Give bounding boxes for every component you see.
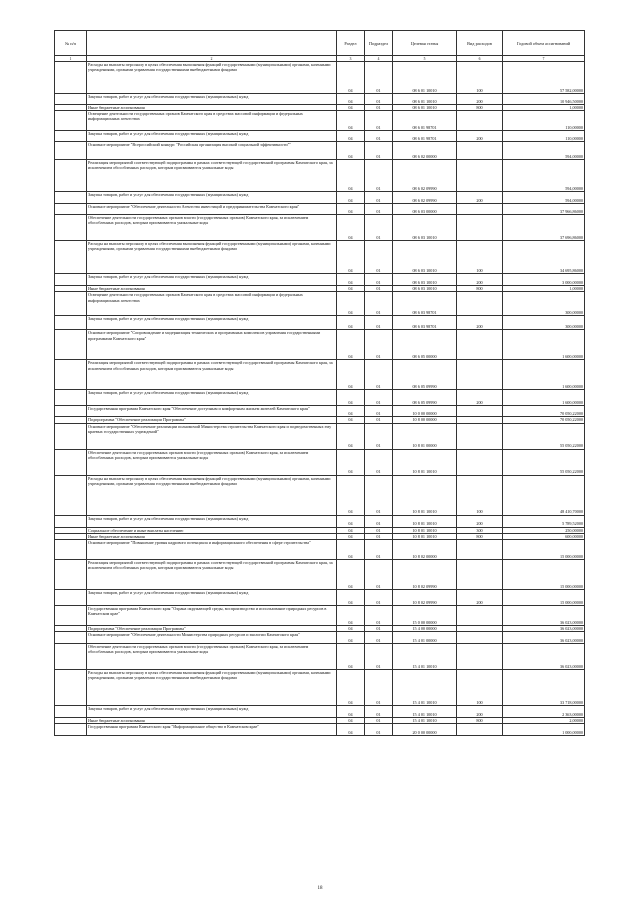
row-section: 04 [337, 62, 365, 94]
row-section: 04 [337, 192, 365, 204]
row-name: Освещение деятельности государственных органов Камчатского края в средствах массовой информации и федеральных информационных агентствах [87, 292, 337, 316]
table-row [55, 590, 585, 606]
row-subsection: 01 [365, 670, 393, 706]
row-num [55, 449, 87, 475]
row-section: 04 [337, 111, 365, 131]
row-target: 10 8 02 09990 [393, 560, 457, 590]
row-section: 04 [337, 449, 365, 475]
row-expense [457, 292, 503, 316]
row-expense [457, 360, 503, 390]
row-amount: 2 363,00000 [503, 706, 585, 718]
table-row [55, 274, 585, 286]
row-name: Закупка товаров, работ и услуг для обеспечения государственных (муниципальных) нужд [87, 590, 337, 606]
row-subsection: 01 [365, 131, 393, 142]
row-num [55, 160, 87, 192]
header-section: Раздел [337, 31, 365, 56]
row-num [55, 330, 87, 360]
row-target: 08 6 03 10010 [393, 274, 457, 286]
row-name: Обеспечение деятельности государственных органов власти (государственных органов) Камчатского края, за исключением обособленных расходов, которым присваиваются уникальные коды [87, 215, 337, 241]
row-num [55, 632, 87, 644]
row-section: 04 [337, 330, 365, 360]
row-amount: 33 718,00000 [503, 670, 585, 706]
table-body [55, 62, 585, 736]
column-number: 5 [393, 56, 457, 62]
row-num [55, 215, 87, 241]
row-amount: 34 695,86000 [503, 241, 585, 274]
row-expense: 200 [457, 706, 503, 718]
row-subsection: 01 [365, 62, 393, 94]
row-name: Закупка товаров, работ и услуг для обеспечения государственных (муниципальных) нужд [87, 94, 337, 105]
row-target: 10 8 02 09990 [393, 590, 457, 606]
row-name: Закупка товаров, работ и услуг для обеспечения государственных (муниципальных) нужд [87, 706, 337, 718]
row-subsection: 01 [365, 724, 393, 736]
row-amount: 594,00000 [503, 192, 585, 204]
row-num [55, 644, 87, 670]
table-row [55, 160, 585, 192]
row-num [55, 423, 87, 449]
row-expense [457, 724, 503, 736]
row-target: 08 6 03 98701 [393, 316, 457, 330]
table-row [55, 475, 585, 515]
row-amount: 300,00000 [503, 292, 585, 316]
header-target: Целевая статья [393, 31, 457, 56]
row-amount: 1,00000 [503, 286, 585, 292]
row-name: Закупка товаров, работ и услуг для обеспечения государственных (муниципальных) нужд [87, 515, 337, 527]
row-amount: 37 696,86000 [503, 215, 585, 241]
row-expense [457, 142, 503, 160]
row-expense: 200 [457, 131, 503, 142]
row-target: 10 8 00 00000 [393, 417, 457, 423]
row-target: 08 6 05 09990 [393, 390, 457, 406]
table-row [55, 632, 585, 644]
row-section: 04 [337, 160, 365, 192]
row-num [55, 606, 87, 626]
page-number: 18 [317, 886, 323, 891]
row-subsection: 01 [365, 274, 393, 286]
row-subsection: 01 [365, 590, 393, 606]
row-name: Расходы на выплаты персоналу в целях обеспечения выполнения функций государственными (муниципальными) органами, казенными учреждениями, органами управления государственными внебюджетными фондами [87, 475, 337, 515]
column-number: 1 [55, 56, 87, 62]
table-row [55, 292, 585, 316]
row-subsection: 01 [365, 560, 393, 590]
row-amount: 5 789,52000 [503, 515, 585, 527]
row-name: Иные бюджетные ассигнования [87, 286, 337, 292]
row-section: 04 [337, 292, 365, 316]
row-amount: 70 050,22000 [503, 417, 585, 423]
row-amount: 594,00000 [503, 160, 585, 192]
row-expense [457, 540, 503, 560]
row-amount: 1 600,00000 [503, 360, 585, 390]
row-amount: 1 000,00000 [503, 724, 585, 736]
row-expense [457, 330, 503, 360]
row-expense: 200 [457, 316, 503, 330]
row-name: Иные бюджетные ассигнования [87, 533, 337, 539]
table-row [55, 241, 585, 274]
row-section: 04 [337, 475, 365, 515]
row-amount: 1 600,00000 [503, 330, 585, 360]
column-number: 3 [337, 56, 365, 62]
row-amount: 57 582,00000 [503, 62, 585, 94]
row-expense: 800 [457, 533, 503, 539]
row-expense: 100 [457, 670, 503, 706]
table-row [55, 670, 585, 706]
row-name: Расходы на выплаты персоналу в целях обеспечения выполнения функций государственными (муниципальными) органами, казенными учреждениями, органами управления государственными внебюджетными фондами [87, 62, 337, 94]
row-num [55, 241, 87, 274]
row-section: 04 [337, 527, 365, 533]
row-expense [457, 215, 503, 241]
row-expense: 100 [457, 241, 503, 274]
row-subsection: 01 [365, 475, 393, 515]
column-number: 4 [365, 56, 393, 62]
row-amount: 36 023,00000 [503, 626, 585, 632]
row-target: 10 8 01 10010 [393, 515, 457, 527]
row-amount: 2,00000 [503, 718, 585, 724]
row-name: Основное мероприятие "Повышение уровня кадрового потенциала и информационного обеспечения в сфере строительства" [87, 540, 337, 560]
row-name: Расходы на выплаты персоналу в целях обеспечения выполнения функций государственными (муниципальными) органами, казенными учреждениями, органами управления государственными внебюджетными фондами [87, 670, 337, 706]
row-section: 04 [337, 142, 365, 160]
row-section: 04 [337, 286, 365, 292]
row-expense [457, 632, 503, 644]
table-row [55, 724, 585, 736]
row-subsection: 01 [365, 406, 393, 417]
row-amount: 110,00000 [503, 131, 585, 142]
row-expense [457, 406, 503, 417]
row-amount: 55 050,22000 [503, 449, 585, 475]
row-name: Закупка товаров, работ и услуг для обеспечения государственных (муниципальных) нужд [87, 274, 337, 286]
row-num [55, 475, 87, 515]
row-name: Обеспечение деятельности государственных органов власти (государственных органов) Камчатского края, за исключением обособленных расходов, которым присваиваются уникальные коды [87, 449, 337, 475]
row-section: 04 [337, 360, 365, 390]
row-num [55, 316, 87, 330]
row-section: 04 [337, 515, 365, 527]
row-name: Реализация мероприятий соответствующей подпрограммы в рамках соответствующей государственной программы Камчатского края, за исключением обособленных расходов, которым присваиваются уникальные коды [87, 160, 337, 192]
row-name: Основное мероприятие "Обеспечение реализации полномочий Министерства строительства Камчатского края и подведомственных ему краевых государственных учреждений" [87, 423, 337, 449]
row-expense [457, 644, 503, 670]
row-num [55, 540, 87, 560]
header-subsection: Подраздел [365, 31, 393, 56]
row-name: Закупка товаров, работ и услуг для обеспечения государственных (муниципальных) нужд [87, 390, 337, 406]
row-num [55, 706, 87, 718]
row-section: 04 [337, 316, 365, 330]
row-subsection: 01 [365, 626, 393, 632]
row-section: 04 [337, 644, 365, 670]
row-section: 04 [337, 718, 365, 724]
row-target: 08 6 03 98701 [393, 292, 457, 316]
row-name: Реализация мероприятий соответствующей подпрограммы в рамках соответствующей государственной программы Камчатского края, за исключением обособленных расходов, которым присваиваются уникальные коды [87, 560, 337, 590]
row-num [55, 111, 87, 131]
table-row [55, 449, 585, 475]
row-target: 15 4 01 10010 [393, 706, 457, 718]
row-expense: 200 [457, 515, 503, 527]
table-row [55, 560, 585, 590]
row-target: 08 6 02 00000 [393, 142, 457, 160]
table-row [55, 706, 585, 718]
row-amount: 15 000,00000 [503, 540, 585, 560]
row-name: Подпрограмма "Обеспечение реализации Программы" [87, 626, 337, 632]
row-section: 04 [337, 131, 365, 142]
row-num [55, 62, 87, 94]
row-expense: 300 [457, 527, 503, 533]
row-expense: 200 [457, 94, 503, 105]
row-target: 10 8 01 00000 [393, 423, 457, 449]
row-name: Основное мероприятие "Всероссийский конкурс "Российская организация высокой социальной эффективности"" [87, 142, 337, 160]
row-subsection: 01 [365, 423, 393, 449]
row-target: 08 6 02 09990 [393, 192, 457, 204]
header-amount: Годовой объем ассигнований [503, 31, 585, 56]
row-target: 08 6 03 00000 [393, 204, 457, 215]
row-section: 04 [337, 105, 365, 111]
row-expense [457, 449, 503, 475]
row-target: 10 8 02 00000 [393, 540, 457, 560]
row-expense: 200 [457, 192, 503, 204]
row-section: 04 [337, 606, 365, 626]
row-name: Закупка товаров, работ и услуг для обеспечения государственных (муниципальных) нужд [87, 131, 337, 142]
row-subsection: 01 [365, 142, 393, 160]
row-section: 04 [337, 560, 365, 590]
row-num [55, 360, 87, 390]
column-number: 7 [503, 56, 585, 62]
row-amount: 70 050,22000 [503, 406, 585, 417]
row-subsection: 01 [365, 606, 393, 626]
row-amount: 15 000,00000 [503, 590, 585, 606]
row-num [55, 131, 87, 142]
row-amount: 36 023,00000 [503, 606, 585, 626]
row-target: 08 6 01 98701 [393, 111, 457, 131]
table-row [55, 540, 585, 560]
row-amount: 600,00000 [503, 533, 585, 539]
row-num [55, 724, 87, 736]
row-name: Обеспечение деятельности государственных органов власти (государственных органов) Камчатского края, за исключением обособленных расходов, которым присваиваются уникальные коды [87, 644, 337, 670]
row-name: Иные бюджетные ассигнования [87, 105, 337, 111]
row-amount: 48 410,70000 [503, 475, 585, 515]
row-target: 08 6 01 10010 [393, 62, 457, 94]
row-expense [457, 606, 503, 626]
row-name: Освещение деятельности государственных органов Камчатского края в средствах массовой информации и федеральных информационных агентствах [87, 111, 337, 131]
row-expense [457, 423, 503, 449]
row-section: 04 [337, 274, 365, 286]
row-target: 08 6 03 10010 [393, 286, 457, 292]
row-subsection: 01 [365, 644, 393, 670]
row-target: 15 4 01 10010 [393, 670, 457, 706]
row-section: 04 [337, 670, 365, 706]
row-name: Расходы на выплаты персоналу в целях обеспечения выполнения функций государственными (муниципальными) органами, казенными учреждениями, органами управления государственными внебюджетными фондами [87, 241, 337, 274]
row-expense [457, 160, 503, 192]
row-target: 08 6 05 00000 [393, 330, 457, 360]
row-expense: 800 [457, 105, 503, 111]
row-subsection: 01 [365, 718, 393, 724]
row-name: Государственная программа Камчатского края "Охрана окружающей среды, воспроизводство и использование природных ресурсов в Камчатском крае" [87, 606, 337, 626]
row-amount: 3 000,00000 [503, 274, 585, 286]
row-subsection: 01 [365, 527, 393, 533]
header-num: № п/п [55, 31, 87, 56]
row-subsection: 01 [365, 533, 393, 539]
row-num [55, 515, 87, 527]
row-target: 15 4 01 00000 [393, 632, 457, 644]
row-section: 04 [337, 241, 365, 274]
row-target: 08 6 03 10010 [393, 215, 457, 241]
header-name [87, 31, 337, 56]
row-amount: 10 946,50000 [503, 94, 585, 105]
row-name: Социальное обеспечение и иные выплаты населению [87, 527, 337, 533]
row-target: 08 6 01 98701 [393, 131, 457, 142]
row-name: Основное мероприятие "Обеспечение деятельности Министерства природных ресурсов и экологии Камчатского края" [87, 632, 337, 644]
budget-table [54, 30, 585, 736]
row-name: Государственная программа Камчатского края "Информационное общество в Камчатском крае" [87, 724, 337, 736]
row-subsection: 01 [365, 204, 393, 215]
table-row [55, 406, 585, 417]
row-amount: 250,00000 [503, 527, 585, 533]
row-target: 10 8 01 10010 [393, 449, 457, 475]
row-num [55, 94, 87, 105]
row-target: 20 0 00 00000 [393, 724, 457, 736]
row-name: Реализация мероприятий соответствующей подпрограммы в рамках соответствующей государственной программы Камчатского края, за исключением обособленных расходов, которым присваиваются уникальные коды [87, 360, 337, 390]
table-row [55, 62, 585, 94]
row-section: 04 [337, 406, 365, 417]
row-section: 04 [337, 590, 365, 606]
row-target: 08 6 03 10010 [393, 241, 457, 274]
row-num [55, 390, 87, 406]
row-expense: 100 [457, 475, 503, 515]
table-row [55, 330, 585, 360]
row-target: 10 8 01 10010 [393, 527, 457, 533]
row-amount: 37 966,86000 [503, 204, 585, 215]
row-amount: 594,00000 [503, 142, 585, 160]
row-section: 04 [337, 417, 365, 423]
row-expense [457, 560, 503, 590]
row-num [55, 192, 87, 204]
row-section: 04 [337, 724, 365, 736]
row-target: 08 6 01 10010 [393, 105, 457, 111]
table-row [55, 316, 585, 330]
row-amount: 15 000,00000 [503, 560, 585, 590]
row-expense: 100 [457, 62, 503, 94]
row-section: 04 [337, 632, 365, 644]
table-row [55, 515, 585, 527]
row-section: 04 [337, 423, 365, 449]
row-subsection: 01 [365, 105, 393, 111]
table-row [55, 94, 585, 105]
header-expense: Вид расходов [457, 31, 503, 56]
row-subsection: 01 [365, 192, 393, 204]
row-name: Государственная программа Камчатского края "Обеспечение доступным и комфортным жильем жителей Камчатского края" [87, 406, 337, 417]
row-section: 04 [337, 540, 365, 560]
row-expense: 200 [457, 274, 503, 286]
row-subsection: 01 [365, 160, 393, 192]
row-expense: 200 [457, 390, 503, 406]
row-section: 04 [337, 215, 365, 241]
row-subsection: 01 [365, 292, 393, 316]
table-row [55, 131, 585, 142]
table-row [55, 204, 585, 215]
row-name: Иные бюджетные ассигнования [87, 718, 337, 724]
row-name: Закупка товаров, работ и услуг для обеспечения государственных (муниципальных) нужд [87, 192, 337, 204]
row-amount: 1,00000 [503, 105, 585, 111]
table-row [55, 142, 585, 160]
table-header-row [55, 31, 585, 56]
row-target: 08 6 02 09990 [393, 160, 457, 192]
row-subsection: 01 [365, 390, 393, 406]
row-subsection: 01 [365, 706, 393, 718]
row-num [55, 590, 87, 606]
column-number: 2 [87, 56, 337, 62]
row-target: 08 6 05 09990 [393, 360, 457, 390]
budget-table-page [54, 30, 584, 736]
row-expense: 800 [457, 718, 503, 724]
row-num [55, 560, 87, 590]
row-amount: 1 600,00000 [503, 390, 585, 406]
table-row [55, 606, 585, 626]
row-subsection: 01 [365, 417, 393, 423]
row-subsection: 01 [365, 540, 393, 560]
table-row [55, 644, 585, 670]
row-target: 10 0 00 00000 [393, 406, 457, 417]
row-name: Основное мероприятие "Сопровождение и модернизация технических и программных комплексов управления государственными программами Камчатского края" [87, 330, 337, 360]
row-amount: 36 023,00000 [503, 632, 585, 644]
row-amount: 36 023,00000 [503, 644, 585, 670]
row-subsection: 01 [365, 316, 393, 330]
row-amount: 300,00000 [503, 316, 585, 330]
row-target: 15 4 01 10010 [393, 718, 457, 724]
row-num [55, 670, 87, 706]
row-num [55, 142, 87, 160]
row-name: Закупка товаров, работ и услуг для обеспечения государственных (муниципальных) нужд [87, 316, 337, 330]
row-expense: 800 [457, 286, 503, 292]
row-target: 10 8 01 10010 [393, 533, 457, 539]
row-section: 04 [337, 706, 365, 718]
row-subsection: 01 [365, 215, 393, 241]
row-section: 04 [337, 204, 365, 215]
table-row [55, 360, 585, 390]
row-num [55, 292, 87, 316]
row-subsection: 01 [365, 449, 393, 475]
row-target: 15 4 01 10010 [393, 644, 457, 670]
row-subsection: 01 [365, 111, 393, 131]
row-expense [457, 204, 503, 215]
table-row [55, 111, 585, 131]
row-section: 04 [337, 626, 365, 632]
row-expense [457, 111, 503, 131]
row-subsection: 01 [365, 286, 393, 292]
row-amount: 55 050,22000 [503, 423, 585, 449]
row-subsection: 01 [365, 360, 393, 390]
table-row [55, 390, 585, 406]
row-subsection: 01 [365, 632, 393, 644]
row-subsection: 01 [365, 94, 393, 105]
row-amount: 110,00000 [503, 111, 585, 131]
table-row [55, 423, 585, 449]
table-row [55, 192, 585, 204]
row-target: 08 6 01 10010 [393, 94, 457, 105]
row-name: Основное мероприятие "Обеспечение деятельности Агентства инвестиций и предпринимательства Камчатского края" [87, 204, 337, 215]
row-target: 15 0 00 00000 [393, 606, 457, 626]
row-expense: 200 [457, 590, 503, 606]
row-subsection: 01 [365, 330, 393, 360]
row-subsection: 01 [365, 515, 393, 527]
row-num [55, 406, 87, 417]
row-section: 04 [337, 390, 365, 406]
row-target: 15 4 00 00000 [393, 626, 457, 632]
row-section: 04 [337, 533, 365, 539]
row-num [55, 274, 87, 286]
row-target: 10 8 01 10010 [393, 475, 457, 515]
row-name: Подпрограмма "Обеспечение реализации Программы" [87, 417, 337, 423]
column-number: 6 [457, 56, 503, 62]
row-num [55, 204, 87, 215]
row-subsection: 01 [365, 241, 393, 274]
table-row [55, 215, 585, 241]
row-section: 04 [337, 94, 365, 105]
